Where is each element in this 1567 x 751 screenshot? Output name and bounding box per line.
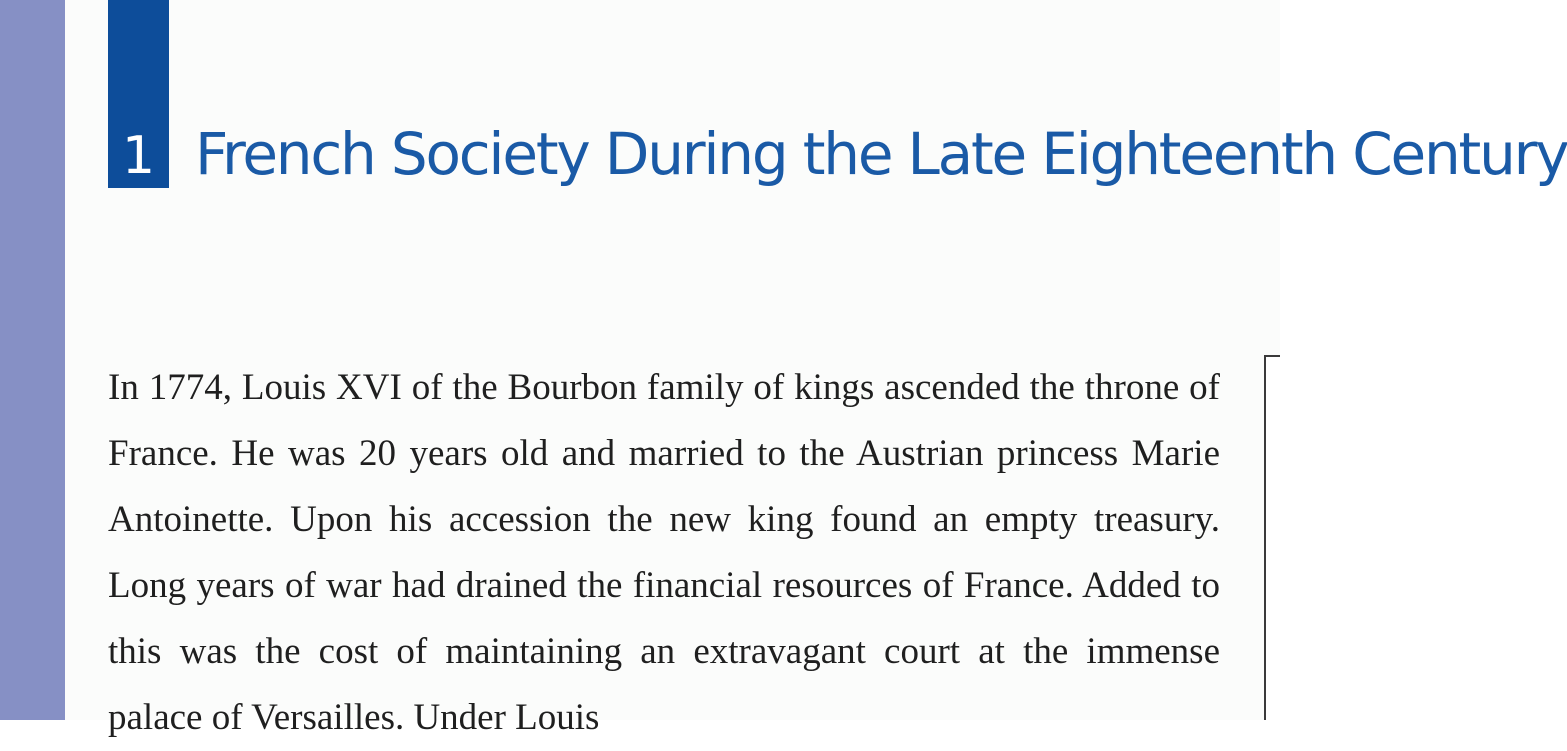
section-number-block bbox=[108, 0, 169, 188]
section-number: 1 bbox=[121, 126, 156, 186]
section-heading: French Society During the Late Eighteenth Century bbox=[195, 120, 1567, 188]
left-margin-band bbox=[0, 0, 65, 720]
side-box-edge bbox=[1264, 355, 1280, 720]
body-paragraph: In 1774, Louis XVI of the Bourbon family of kings ascended the throne of France. He was 20 years old and married to the Austrian princess Marie Antoinette. Upon his accession the new king found an empty treasury. Long years of war had drained the financial resources of France. Added to this was the cost of maintaining an extravagant court at the immense palace of Versailles. Under Louis bbox=[108, 367, 1220, 738]
